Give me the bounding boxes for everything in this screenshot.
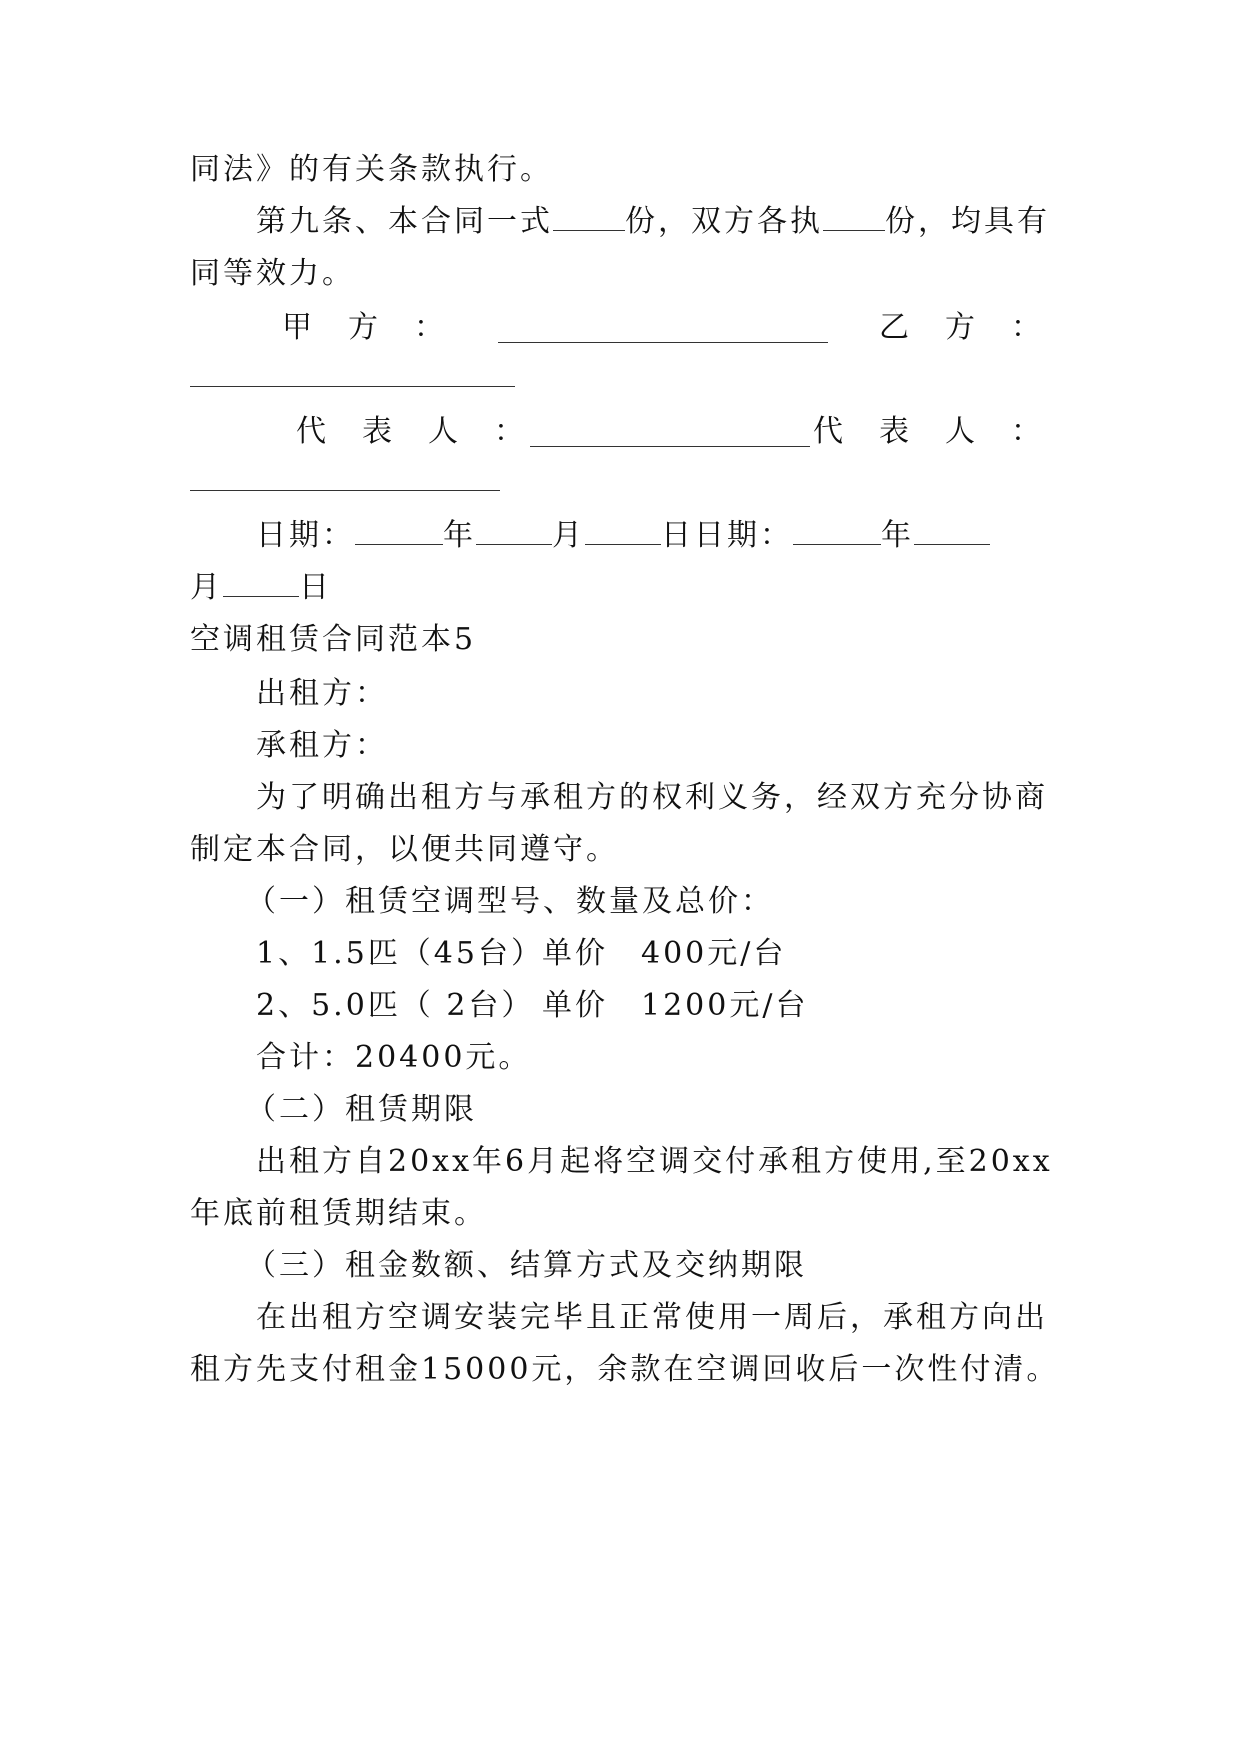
paragraph-line: 年底前租赁期结束。: [190, 1196, 487, 1231]
rep-b-signature-field[interactable]: [190, 490, 500, 491]
day-date-label: 日日期：: [661, 518, 793, 553]
month-field[interactable]: [476, 518, 552, 545]
day-label: 日: [299, 570, 332, 605]
day-field[interactable]: [585, 518, 661, 545]
list-item: [256, 934, 786, 974]
party-b-label: 乙 方 ：: [879, 310, 1044, 345]
section-heading: （三）租金数额、结算方式及交纳期限: [246, 1248, 807, 1283]
blank-copies-each[interactable]: [823, 204, 885, 231]
paragraph-line: 在出租方空调安装完毕且正常使用一周后，承租方向出: [256, 1300, 1048, 1335]
paragraph-line: 为了明确出租方与承租方的权利义务，经双方充分协商: [256, 780, 1048, 815]
text-segment: 份，均具有: [885, 204, 1050, 239]
paragraph-line: 制定本合同，以便共同遵守。: [190, 832, 619, 867]
item-model: 2、5.0匹（ 2台）: [256, 988, 535, 1023]
lessor-label: 出租方：: [256, 676, 388, 711]
year-label: 年: [443, 518, 476, 553]
date-line-cont: [190, 568, 332, 608]
month-field-2[interactable]: [914, 518, 990, 545]
lessee-label: 承租方：: [256, 728, 388, 763]
text-segment: 份，双方各执: [625, 204, 823, 239]
paragraph-line: 租方先支付租金15000元，余款在空调回收后一次性付清。: [190, 1352, 1060, 1387]
rep-a-label: 代 表 人 ：: [296, 414, 527, 449]
party-b-signature-field[interactable]: [190, 386, 515, 387]
text-line: 同等效力。: [190, 256, 355, 291]
day-field-2[interactable]: [223, 570, 299, 597]
total-line: 合计：20400元。: [256, 1040, 532, 1075]
clause-nine: [256, 202, 1050, 242]
section-heading: （二）租赁期限: [246, 1092, 477, 1127]
rep-a-signature-field[interactable]: [530, 420, 810, 447]
rep-b-label: 代 表 人 ：: [813, 414, 1044, 449]
item-price: 单价 1200元/台: [542, 988, 809, 1023]
year-field-2[interactable]: [793, 518, 881, 545]
date-line: [256, 516, 990, 556]
list-item: [256, 986, 808, 1026]
section-heading: （一）租赁空调型号、数量及总价：: [246, 884, 774, 919]
paragraph-line: 出租方自20xx年6月起将空调交付承租方使用,至20xx: [256, 1144, 1053, 1179]
item-model: 1、1.5匹（45台）: [256, 936, 544, 971]
party-line: [282, 308, 1044, 348]
party-a-signature-field[interactable]: [498, 316, 828, 343]
item-price: 单价 400元/台: [542, 936, 787, 971]
section-title: 空调租赁合同范本5: [190, 622, 477, 657]
text-segment: 第九条、本合同一式: [256, 204, 553, 239]
representative-line: [296, 412, 1044, 452]
date-label: 日期：: [256, 518, 355, 553]
year-field[interactable]: [355, 518, 443, 545]
month-label: 月: [552, 518, 585, 553]
month-label: 月: [190, 570, 223, 605]
blank-copies-total[interactable]: [553, 204, 625, 231]
party-a-label: 甲 方 ：: [282, 310, 447, 345]
text-line: 同法》的有关条款执行。: [190, 152, 553, 187]
year-label: 年: [881, 518, 914, 553]
